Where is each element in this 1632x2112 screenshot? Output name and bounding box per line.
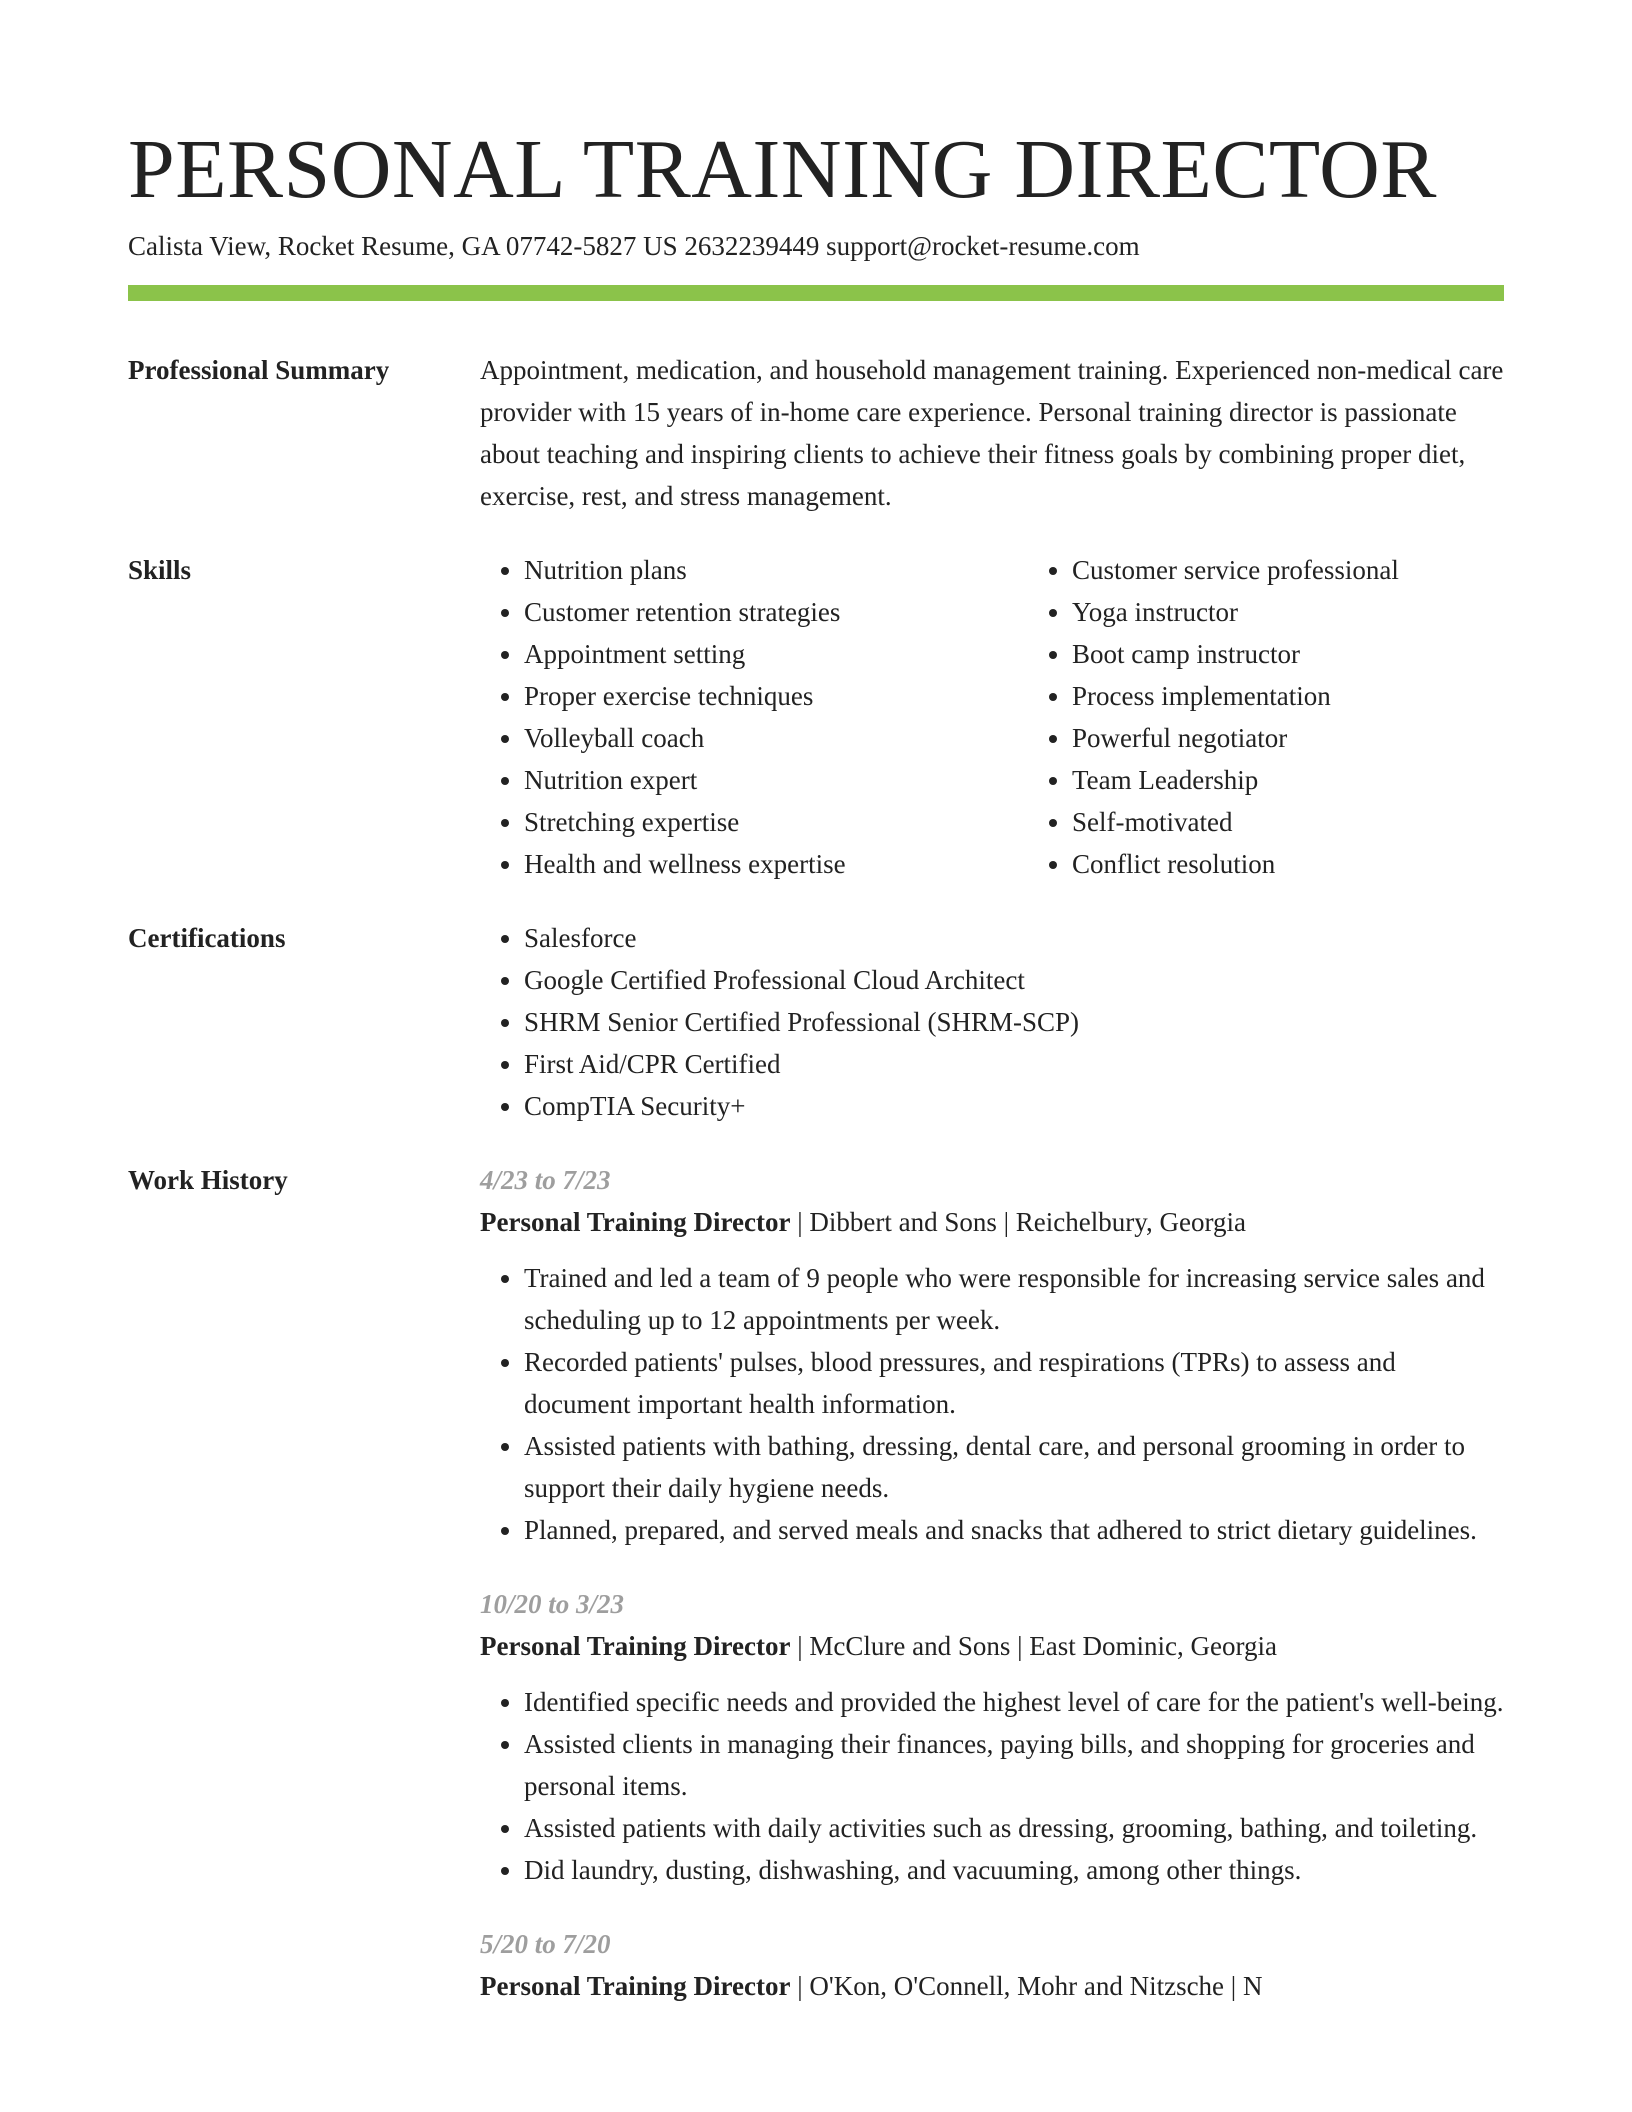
job-dates: 10/20 to 3/23 <box>480 1589 625 1619</box>
list-item: • First Aid/CPR Certified <box>524 1043 1504 1085</box>
list-item: • Google Certified Professional Cloud Architect <box>524 959 1504 1001</box>
list-item: • Conflict resolution <box>1072 843 1576 885</box>
list-item: • Proper exercise techniques <box>524 675 1028 717</box>
accent-divider <box>128 285 1504 301</box>
work-history-label: Work History <box>128 1165 288 1195</box>
job-title: Personal Training Director <box>480 1207 791 1237</box>
list-item: • Assisted patients with daily activities such as dressing, grooming, bathing, and toileting. <box>524 1807 1504 1849</box>
list-item: • Planned, prepared, and served meals and snacks that adhered to strict dietary guidelines. <box>524 1509 1504 1551</box>
skills-list-left <box>480 549 1028 885</box>
job-heading <box>480 1625 1504 1667</box>
skills-label: Skills <box>128 555 192 585</box>
list-item: • Powerful negotiator <box>1072 717 1576 759</box>
summary-label: Professional Summary <box>128 355 390 385</box>
job-bullets <box>480 1681 1504 1891</box>
contact-line: Calista View, Rocket Resume, GA 07742-5827 US 2632239449 support@rocket-resume.com <box>128 231 1140 261</box>
job-detail: | Dibbert and Sons | Reichelbury, Georgia <box>790 1207 1246 1237</box>
list-item: • Stretching expertise <box>524 801 1028 843</box>
list-item: • Nutrition plans <box>524 549 1028 591</box>
job-title: Personal Training Director <box>480 1631 791 1661</box>
certifications-label: Certifications <box>128 923 286 953</box>
job-bullets <box>480 1257 1504 1551</box>
list-item: • Did laundry, dusting, dishwashing, and vacuuming, among other things. <box>524 1849 1504 1891</box>
skills-list-right <box>1028 549 1576 885</box>
certifications-section <box>128 917 1504 1127</box>
list-item: • Health and wellness expertise <box>524 843 1028 885</box>
job-entry <box>480 1923 1504 2007</box>
skills-section <box>128 549 1504 885</box>
job-heading <box>480 1201 1504 1243</box>
job-entry <box>480 1159 1504 1551</box>
list-item: • Identified specific needs and provided the highest level of care for the patient's well-being. <box>524 1681 1504 1723</box>
job-dates: 4/23 to 7/23 <box>480 1165 611 1195</box>
job-heading <box>480 1965 1504 2007</box>
job-entry <box>480 1583 1504 1891</box>
job-dates: 5/20 to 7/20 <box>480 1929 611 1959</box>
list-item: • CompTIA Security+ <box>524 1085 1504 1127</box>
summary-text: Appointment, medication, and household management training. Experienced non-medical care provider with 15 years of in-home care experience. Personal training director is passionate about teaching and inspiring clients to achieve their fitness goals by combining proper diet, exercise, rest, and stress management. <box>480 355 1504 511</box>
list-item: • Customer service professional <box>1072 549 1576 591</box>
list-item: • Salesforce <box>524 917 1504 959</box>
job-detail: | O'Kon, O'Connell, Mohr and Nitzsche | N <box>790 1971 1263 2001</box>
list-item: • Recorded patients' pulses, blood pressures, and respirations (TPRs) to assess and document important health information. <box>524 1341 1504 1425</box>
list-item: • Team Leadership <box>1072 759 1576 801</box>
job-title: Personal Training Director <box>480 1971 791 2001</box>
list-item: • Self-motivated <box>1072 801 1576 843</box>
skills-columns <box>480 549 1576 885</box>
list-item: • Process implementation <box>1072 675 1576 717</box>
list-item: • Customer retention strategies <box>524 591 1028 633</box>
list-item: • Yoga instructor <box>1072 591 1576 633</box>
list-item: • Trained and led a team of 9 people who were responsible for increasing service sales and scheduling up to 12 appointments per week. <box>524 1257 1504 1341</box>
summary-section <box>128 349 1504 517</box>
list-item: • SHRM Senior Certified Professional (SHRM-SCP) <box>524 1001 1504 1043</box>
list-item: • Assisted clients in managing their finances, paying bills, and shopping for groceries and personal items. <box>524 1723 1504 1807</box>
resume-page <box>128 0 1504 2007</box>
list-item: • Boot camp instructor <box>1072 633 1576 675</box>
list-item: • Volleyball coach <box>524 717 1028 759</box>
list-item: • Nutrition expert <box>524 759 1028 801</box>
certifications-list <box>480 917 1504 1127</box>
work-history-section <box>128 1159 1504 2007</box>
list-item: • Assisted patients with bathing, dressing, dental care, and personal grooming in order to support their daily hygiene needs. <box>524 1425 1504 1509</box>
list-item: • Appointment setting <box>524 633 1028 675</box>
resume-title: PERSONAL TRAINING DIRECTOR <box>128 123 1437 216</box>
job-detail: | McClure and Sons | East Dominic, Georgia <box>790 1631 1277 1661</box>
